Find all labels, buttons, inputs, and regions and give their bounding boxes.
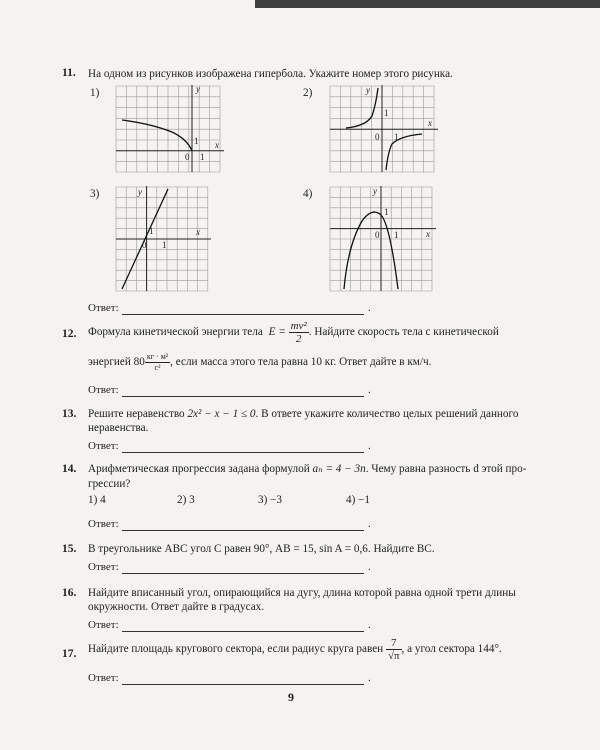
q13-inequality: 2x² − x − 1 ≤ 0 — [187, 408, 256, 420]
q16-line2: окружности. Ответ дайте в градусах. — [88, 601, 265, 613]
q13-line1-end: . В ответе укажите количество целых решений данного — [255, 408, 519, 420]
q12-line2-end: , если масса этого тела равна 10 кг. Ответ дайте в км/ч. — [170, 356, 432, 369]
q12-line2 — [88, 352, 431, 373]
graph-2-label: 2) — [303, 87, 313, 99]
q12-answer-line[interactable] — [122, 396, 364, 397]
q15-answer-dot: . — [368, 561, 371, 573]
graph-2-origin: 0 — [375, 132, 380, 142]
q12-answer-dot: . — [368, 384, 371, 396]
q12-line1 — [88, 320, 499, 345]
q12-number: 12. — [62, 328, 77, 340]
q15-answer-label: Ответ: — [88, 561, 119, 573]
graph-1-origin: 0 — [185, 152, 190, 162]
graph-2-x-label: x — [428, 118, 432, 128]
q12-unit-fraction: $\frac{\text{кг · м²}}{\text{с²}}$ — [146, 352, 169, 372]
graph-1 — [112, 84, 227, 174]
q14-option-2[interactable]: 2) 3 — [177, 494, 195, 506]
q16-answer-line[interactable] — [122, 631, 364, 632]
q13-line1 — [88, 405, 518, 423]
graph-1-one-x: 1 — [200, 152, 205, 162]
graph-2-y-label: y — [366, 85, 370, 95]
graph-2-curve-right — [386, 134, 422, 170]
q14-answer-line[interactable] — [122, 530, 364, 531]
q17-answer-label: Ответ: — [88, 672, 119, 684]
graph-4 — [326, 185, 441, 295]
q16-answer-dot: . — [368, 619, 371, 631]
q11-number: 11. — [62, 67, 76, 79]
q15-text: В треугольнике ABC угол C равен 90°, AB = 15, sin A = 0,6. Найдите BC. — [88, 543, 435, 555]
graph-3-one-x: 1 — [162, 240, 167, 250]
graph-3-label: 3) — [90, 188, 100, 200]
q16-number: 16. — [62, 587, 77, 599]
q17-line1-start: Найдите площадь кругового сектора, если радиус круга равен — [88, 643, 384, 656]
graph-4-one-x: 1 — [394, 230, 399, 240]
graph-3-one-y: 1 — [149, 226, 154, 236]
q13-number: 13. — [62, 408, 77, 420]
graph-4-label: 4) — [303, 188, 313, 200]
graph-1-curve — [122, 120, 192, 151]
q14-option-1[interactable]: 1) 4 — [88, 494, 106, 506]
q17-number: 17. — [62, 648, 77, 660]
q12-formula-lhs: E = — [268, 326, 286, 339]
q11-text: На одном из рисунков изображена гипербола. Укажите номер этого рисунка. — [88, 68, 453, 80]
graph-1-one-y: 1 — [194, 136, 199, 146]
q14-line1 — [88, 460, 526, 478]
q14-answer-label: Ответ: — [88, 518, 119, 530]
q16-line1: Найдите вписанный угол, опирающийся на дугу, длина которой равна одной трети длины — [88, 587, 516, 599]
graph-3-x-label: x — [196, 227, 200, 237]
q17-answer-dot: . — [368, 672, 371, 684]
q14-number: 14. — [62, 463, 77, 475]
graph-1-y-label: y — [196, 84, 200, 94]
q11-answer-dot: . — [368, 302, 371, 314]
q13-line2: неравенства. — [88, 422, 149, 434]
top-edge-bar — [255, 0, 600, 8]
q11-answer-label: Ответ: — [88, 302, 119, 314]
graph-1-label: 1) — [90, 87, 100, 99]
q13-answer-dot: . — [368, 440, 371, 452]
graph-4-x-label: x — [426, 229, 430, 239]
graph-2-one-y: 1 — [384, 108, 389, 118]
q17-radius-fraction: $\frac{7}{√\pi}$ — [387, 637, 400, 662]
q11-answer-line[interactable] — [122, 314, 364, 315]
page-number: 9 — [288, 690, 294, 704]
graph-3-y-label: y — [138, 187, 142, 197]
q14-option-4[interactable]: 4) −1 — [346, 494, 371, 506]
q17-line1-end: , а угол сектора 144°. — [401, 643, 502, 656]
q13-line1-start: Решите неравенство — [88, 408, 185, 420]
graph-2 — [326, 84, 441, 174]
q13-answer-label: Ответ: — [88, 440, 119, 452]
q12-answer-label: Ответ: — [88, 384, 119, 396]
q12-line1-end: . Найдите скорость тела с кинетической — [308, 326, 499, 339]
q14-line1-end: . Чему равна разность d этой про- — [365, 463, 527, 475]
graph-3 — [112, 185, 212, 295]
graph-4-one-y: 1 — [384, 207, 389, 217]
q14-option-3[interactable]: 3) −3 — [258, 494, 283, 506]
q12-formula-fraction: $\frac{\text{mv²}}{2}$ — [290, 320, 307, 345]
q15-number: 15. — [62, 543, 77, 555]
graph-1-x-label: x — [215, 140, 219, 150]
q14-line2: грессии? — [88, 478, 131, 490]
q17-line1 — [88, 637, 502, 662]
graph-2-one-x: 1 — [394, 132, 399, 142]
q14-answer-dot: . — [368, 518, 371, 530]
graph-4-origin: 0 — [375, 230, 380, 240]
q14-line1-start: Арифметическая прогрессия задана формулой — [88, 463, 310, 475]
q12-line2-start: энергией 80 — [88, 356, 145, 369]
q13-answer-line[interactable] — [122, 452, 364, 453]
q12-line1-start: Формула кинетической энергии тела — [88, 326, 263, 339]
graph-4-y-label: y — [373, 186, 377, 196]
q17-answer-line[interactable] — [122, 684, 364, 685]
graph-3-origin: 0 — [142, 240, 147, 250]
q14-formula: aₙ = 4 − 3n — [312, 463, 366, 475]
q15-answer-line[interactable] — [122, 573, 364, 574]
q16-answer-label: Ответ: — [88, 619, 119, 631]
